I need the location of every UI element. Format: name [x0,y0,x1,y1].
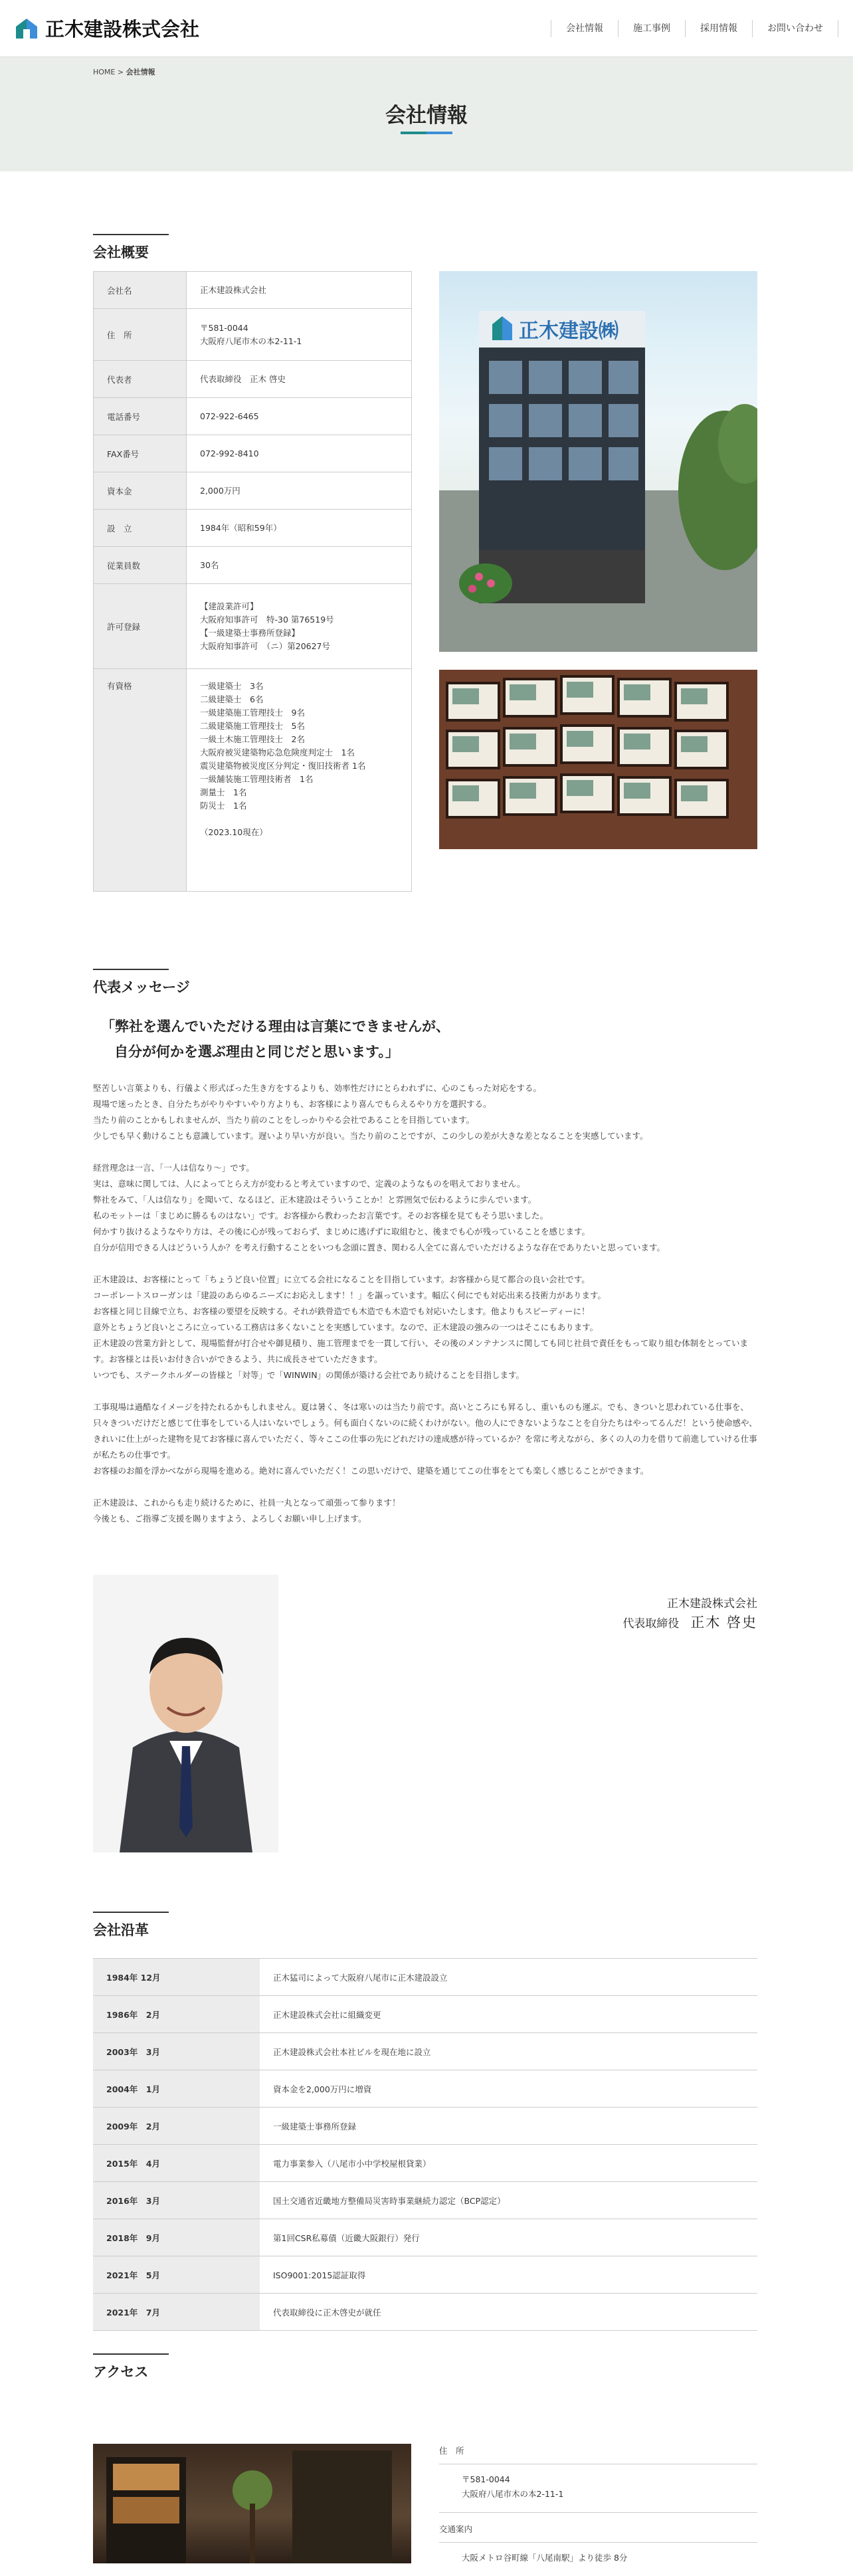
access-transit: 大阪メトロ谷町線「八尾南駅」より徒歩 8分 [462,2553,628,2563]
history-date: 2018年 9月 [93,2219,260,2256]
row-key: 設 立 [94,510,187,547]
sign-company: 正木建設株式会社 [667,1597,757,1611]
building-illustration [439,271,757,652]
table-row [94,361,412,398]
message-section [93,969,757,1527]
history-event: 一級建築士事務所登録 [260,2108,757,2145]
breadcrumb-current: 会社情報 [126,68,155,76]
table-row [94,472,412,510]
row-value: 正木建設株式会社 [187,272,412,309]
history-date: 2003年 3月 [93,2033,260,2070]
history-event: 正木猛司によって大阪府八尾市に正木建設設立 [260,1959,757,1996]
row-key: FAX番号 [94,435,187,472]
table-row [93,2070,757,2108]
table-row [94,398,412,435]
nav-works[interactable]: 施工事例 [618,20,685,37]
table-row [94,272,412,309]
history-event: 代表取締役に正木啓史が就任 [260,2294,757,2331]
breadcrumb [93,66,155,77]
row-value: 〒581-0044 大阪府八尾市木の本2-11-1 [187,309,412,361]
history-event: 正木建設株式会社に組織変更 [260,1996,757,2033]
table-row [93,2145,757,2182]
history-date: 2021年 7月 [93,2294,260,2331]
message-lead-line2: 自分が何かを選ぶ理由と同じだと思います。」 [114,1044,399,1060]
message-paragraph-5: 正木建設は、これからも走り続けるために、社員一丸となって頑張って参ります！ 今後とも、ご指導ご支援を賜りますよう、よろしくお願い申し上げます。 [93,1498,401,1524]
access-address: 〒581-0044 大阪府八尾市木の本2-11-1 [439,2464,757,2513]
access-title: アクセス [93,2353,757,2381]
office-works-gallery-photo [439,670,757,849]
row-key: 電話番号 [94,398,187,435]
page-title: 会社情報 [385,104,468,128]
row-value: 一級建築士 3名 二級建築士 6名 一級建築施工管理技士 9名 二級建築施工管理技士 5名 一級土木施工管理技士 2名 大阪府被災建築物応急危険度判定士 1名 震災建築物被災度区分判定・復旧技術者 1名 一級舗装施工管理技術者 1名 測量士 1名 防災士 1名 （2023.10現在） [187,669,412,892]
nav-recruit[interactable]: 採用情報 [685,20,752,37]
row-value: 30名 [187,547,412,584]
table-row [94,547,412,584]
table-row [94,309,412,361]
nav-company[interactable]: 会社情報 [551,20,618,37]
history-event: 資本金を2,000万円に増資 [260,2070,757,2108]
site-header [0,0,853,57]
ceo-portrait-illustration [93,1575,278,1852]
message-lead-line1: 「弊社を選んでいただける理由は言葉にできませんが、 [101,1019,450,1035]
history-date: 2016年 3月 [93,2182,260,2219]
history-date: 2004年 1月 [93,2070,260,2108]
row-value: 【建設業許可】 大阪府知事許可 特-30 第76519号 【一級建築士事務所登録】 大阪府知事許可 （ニ）第20627号 [187,584,412,669]
logo-text: 正木建設株式会社 [45,18,200,41]
table-row [93,2294,757,2331]
global-nav [551,20,838,37]
breadcrumb-separator: > [115,68,126,76]
gallery-illustration [439,670,757,849]
nav-contact[interactable]: お問い合わせ [752,20,838,37]
table-row [93,2108,757,2145]
table-row [93,1959,757,1996]
history-event: 正木建設株式会社本社ビルを現在地に設立 [260,2033,757,2070]
overview-title: 会社概要 [93,234,757,262]
history-date: 1984年 12月 [93,1959,260,1996]
row-value: 代表取締役 正木 啓史 [187,361,412,398]
row-key: 会社名 [94,272,187,309]
access-body [93,2444,757,2563]
building-sign-text: 正木建設㈱ [519,320,618,343]
table-row [93,1996,757,2033]
overview-table [93,271,412,892]
message-paragraph-2: 経営理念は一言、「一人は信なり～」です。 実は、意味に関しては、人によってとらえ方が変わると考えていますので、定義のようなものを唱えておりません。 弊社をみて、「人は信なり」を聞いて、なるほど、正木建設はそういうことか！と雰囲気で伝わるように歩んでいます。 私のモットーは「まじめに勝るものはない」です。お客様から教わったお言葉です。そのお客様を見てもそう思いました。 何かすり抜けるようなやり方は、その後に心が残っておらず、まじめに逃げずに取組むと、後までも心が残っていることを感じます。 自分が信用できる人はどういう人か？を考え行動することをいつも念頭に置き、関わる人全てに喜んでいただけるような存在でありたいと思っています。 [93,1163,666,1252]
breadcrumb-home[interactable]: HOME [93,68,116,76]
row-value: 1984年（昭和59年） [187,510,412,547]
history-title: 会社沿革 [93,1912,757,1939]
overview-section [93,234,757,262]
message-title: 代表メッセージ [93,969,757,997]
message-paragraph-4: 工事現場は過酷なイメージを持たれるかもしれません。夏は暑く、冬は寒いのは当たり前です。高いところにも昇るし、重いものも運ぶ。でも、きついと思われている仕事を、只々きついだけだと感じて仕事をしている人はいないでしょう。何も面白くないのに続くわけがない。他の人にできないようなことを自分たちはやってるんだ！という使命感や、きれいに仕上がった建物を見てお客様に喜んでいただく、等々ここの仕事の先にどれだけの達成感が待っているか？を常に考えながら、多くの人の力を借りて前進していける仕事が私たちの仕事です。 お客様のお顔を浮かべながら現場を進める。絶対に喜んでいただく！この思いだけで、建築を通じてこの仕事をとても楽しく感じることができます。 [93,1402,757,1476]
table-row [94,435,412,472]
history-date: 1986年 2月 [93,1996,260,2033]
table-row [94,584,412,669]
history-event: ISO9001:2015認証取得 [260,2256,757,2294]
row-key: 代表者 [94,361,187,398]
interior-illustration [93,2444,411,2563]
overview-body [93,271,757,892]
table-row [94,510,412,547]
table-row [93,2033,757,2070]
history-event: 電力事業参入（八尾市小中学校屋根貸業） [260,2145,757,2182]
access-info [439,2444,757,2576]
history-table [93,1958,757,2331]
title-underline [401,132,452,134]
table-row [93,2256,757,2294]
table-row [93,2182,757,2219]
row-key: 住 所 [94,309,187,361]
history-event: 国土交通省近畿地方整備局災害時事業継続力認定（BCP認定） [260,2182,757,2219]
message-lead [93,1014,757,1064]
sign-role: 代表取締役 [622,1617,680,1631]
site-logo[interactable] [15,15,199,42]
ceo-signature [622,1595,757,1633]
history-date: 2015年 4月 [93,2145,260,2182]
history-section [93,1912,757,1939]
history-body [93,1958,757,2331]
ceo-portrait-photo [93,1575,278,1852]
row-key: 資本金 [94,472,187,510]
row-key: 従業員数 [94,547,187,584]
message-paragraph-3: 正木建設は、お客様にとって「ちょうど良い位置」に立てる会社になることを目指しています。お客様から見て都合の良い会社です。 コーポレートスローガンは「建設のあらゆるニーズにお応えします！！」を謳っています。幅広く何にでも対応出来る技術力があります。 お客様と同じ目線で立ち、お客様の要望を反映する。それが鉄骨造でも木造でも木造でも対応いたします。他よりもスピーディーに！ 意外とちょうど良いところに立っている工務店は多くないことを実感しています。なので、正木建設の強みの一つはそこにもあります。 正木建設の営業方針として、現場監督が打合せや御見積り、施工管理までを一貫して行い、その後のメンテナンスに関しても同じ社員で責任をもって取り組む体制をとっています。お客様とは長いお付き合いができるよう、共に成長させていただきます。 いつでも、ステークホルダーの皆様と「対等」で「WINWIN」の関係が築ける会社であり続けることを目指します。 [93,1274,749,1380]
office-interior-photo [93,2444,411,2563]
page-hero [0,57,853,171]
access-address-label: 住 所 [439,2444,757,2464]
table-row [94,669,412,892]
house-logo-icon [15,17,39,40]
company-building-photo [439,271,757,652]
history-date: 2009年 2月 [93,2108,260,2145]
row-value: 072-922-6465 [187,398,412,435]
history-date: 2021年 5月 [93,2256,260,2294]
ceo-block [93,1575,757,1854]
access-transit-label: 交通案内 [439,2522,757,2543]
row-value: 072-992-8410 [187,435,412,472]
row-key: 有資格 [94,669,187,892]
sign-name: 正木 啓史 [690,1615,757,1631]
message-paragraph-1: 堅苦しい言葉よりも、行儀よく形式ばった生き方をするよりも、効率性だけにとらわれずに、心のこもった対応をする。 現場で迷ったとき、自分たちがやりやすいやり方よりも、お客様により喜んでもらえるやり方を選択する。 当たり前のことかもしれませんが、当たり前のことをしっかりやる会社であることを目指しています。 少しでも早く動けることも意識しています。遅いより早い方が良い。当たり前のことですが、この少しの差が大きな差となることを実感しています。 [93,1083,648,1141]
row-value: 2,000万円 [187,472,412,510]
access-section [93,2353,757,2381]
history-event: 第1回CSR私募債（近畿大阪銀行）発行 [260,2219,757,2256]
table-row [93,2219,757,2256]
row-key: 許可登録 [94,584,187,669]
